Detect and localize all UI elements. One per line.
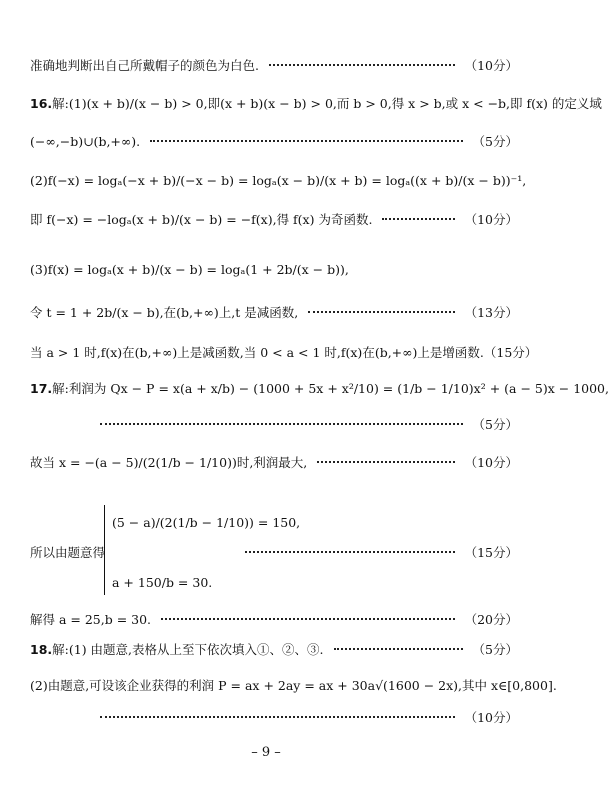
- problem-number: 16.: [30, 96, 53, 111]
- leader-dots: [317, 461, 454, 463]
- score-label: （20分）: [464, 612, 518, 627]
- score-label: （15分）: [464, 545, 518, 560]
- leader-dots: [245, 551, 455, 553]
- score-label: （10分）: [464, 212, 518, 227]
- leader-dots: [269, 64, 455, 66]
- text-line: [30, 678, 557, 694]
- text-line: [30, 96, 602, 112]
- text-line: [112, 515, 518, 531]
- score-label: （10分）: [464, 455, 518, 470]
- leader-dots: [334, 648, 463, 650]
- line-text: 令 t = 1 + 2b/(x − b),在(b,+∞)上,t 是减函数,: [30, 305, 299, 320]
- line-text: 当 a > 1 时,f(x)在(b,+∞)上是减函数,当 0 < a < 1 时,f(x)在(b,+∞)上是增函数.: [30, 345, 484, 360]
- line-text: 即 f(−x) = −logₐ(x + b)/(x − b) = −f(x),得 f(x) 为奇函数.: [30, 212, 373, 227]
- leader-dots: [150, 140, 462, 142]
- score-label: （5分）: [472, 642, 518, 657]
- leader-dots: [100, 423, 463, 425]
- problem-number: 18.: [30, 642, 53, 657]
- text-line: [30, 417, 518, 433]
- text-line: [30, 612, 518, 628]
- score-label: （10分）: [464, 710, 518, 725]
- text-line: [30, 58, 518, 74]
- score-label: （5分）: [472, 134, 518, 149]
- line-text: (−∞,−b)∪(b,+∞).: [30, 134, 141, 149]
- line-text: 所以由题意得: [30, 545, 106, 560]
- text-line: [30, 455, 518, 471]
- text-line: [112, 575, 518, 591]
- line-text: 解:(1)(x + b)/(x − b) > 0,即(x + b)(x − b) > 0,而 b > 0,得 x > b,或 x < −b,即 f(x) 的定义域: [52, 96, 602, 111]
- text-line: [30, 173, 527, 189]
- score-label: （15分）: [483, 345, 538, 360]
- leader-dots: [308, 311, 454, 313]
- score-label: （5分）: [472, 417, 518, 432]
- line-text: 解得 a = 25,b = 30.: [30, 612, 152, 627]
- leader-dots: [161, 618, 455, 620]
- score-label: （10分）: [464, 58, 518, 73]
- text-line: [30, 262, 518, 278]
- text-line: [30, 710, 518, 726]
- line-text: 故当 x = −(a − 5)/(2(1/b − 1/10))时,利润最大,: [30, 455, 308, 470]
- text-line: [30, 212, 518, 228]
- text-line: [30, 345, 538, 361]
- leader-dots: [100, 716, 455, 718]
- line-text: 解:(1) 由题意,表格从上至下依次填入①、②、③.: [52, 642, 324, 657]
- text-line: [30, 381, 609, 397]
- line-text: a + 150/b = 30.: [112, 575, 213, 590]
- leader-dots: [382, 218, 454, 220]
- line-text: (3)f(x) = logₐ(x + b)/(x − b) = logₐ(1 + 2b/(x − b)),: [30, 262, 349, 277]
- text-line: [30, 305, 518, 321]
- text-line: [30, 545, 518, 561]
- text-line: [30, 642, 518, 658]
- line-text: 解:利润为 Qx − P = x(a + x/b) − (1000 + 5x + x²/10) = (1/b − 1/10)x² + (a − 5)x − 1000,: [52, 381, 609, 396]
- line-text: 准确地判断出自己所戴帽子的颜色为白色.: [30, 58, 259, 73]
- text-line: [30, 134, 518, 150]
- page-number: – 9 –: [251, 745, 281, 760]
- line-text: (5 − a)/(2(1/b − 1/10)) = 150,: [112, 515, 301, 530]
- line-text: (2)由题意,可设该企业获得的利润 P = ax + 2ay = ax + 30a√(1600 − 2x),其中 x∈[0,800].: [30, 678, 557, 693]
- score-label: （13分）: [464, 305, 518, 320]
- line-text: (2)f(−x) = logₐ(−x + b)/(−x − b) = logₐ(x − b)/(x + b) = logₐ((x + b)/(x − b))⁻¹,: [30, 173, 527, 188]
- problem-number: 17.: [30, 381, 53, 396]
